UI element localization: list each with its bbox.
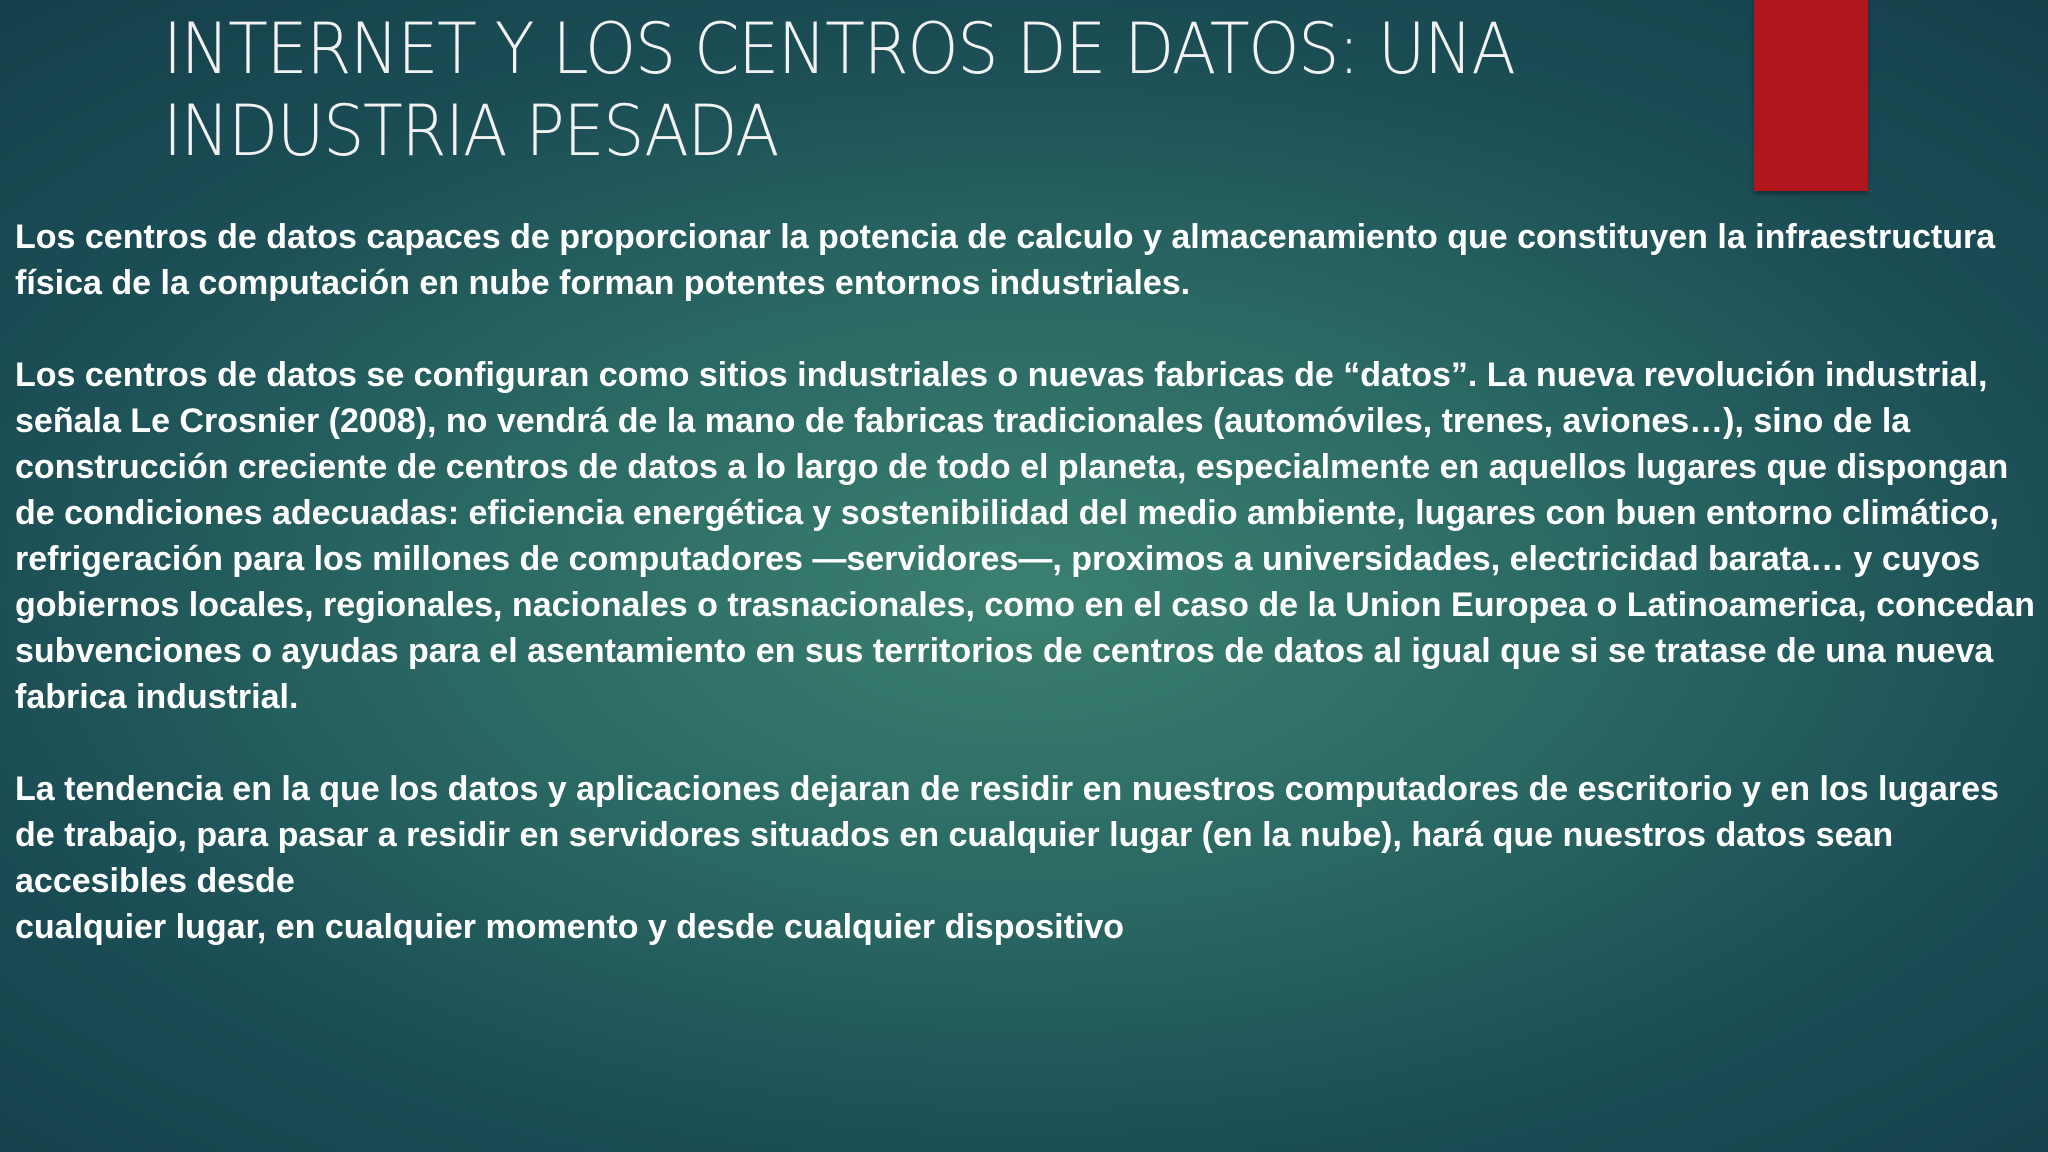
slide-body [15, 214, 2045, 950]
paragraph-cloud-trend-part-2: cualquier lugar, en cualquier momento y desde cualquier dispositivo [15, 908, 1125, 946]
slide-title: INTERNET Y LOS CENTROS DE DATOS: UNA INDUSTRIA PESADA [163, 8, 1515, 172]
paragraph-cloud-trend-part-1: La tendencia en la que los datos y aplicaciones dejaran de residir en nuestros computadores de escritorio y en los lugares de trabajo, para pasar a residir en servidores situados en cualquier lugar (en la nube), hará que nuestros datos sean accesibles desde [15, 770, 1999, 900]
paragraph-cloud-trend [15, 766, 2045, 950]
paragraph-data-centers-intro: Los centros de datos capaces de proporcionar la potencia de calculo y almacenamiento que constituyen la infraestructura física de la computación en nube forman potentes entornos industriales. [15, 218, 1996, 302]
paragraph-industrial-revolution: Los centros de datos se configuran como sitios industriales o nuevas fabricas de “datos”. La nueva revolución industrial, señala Le Crosnier (2008), no vendrá de la mano de fabricas tradicionales (automóviles, trenes, aviones…), sino de la construcción creciente de centros de datos a lo largo de todo el planeta, especialmente en aquellos lugares que dispongan de condiciones adecuadas: eficiencia energética y sostenibilidad del medio ambiente, lugares con buen entorno climático, refrigeración para los millones de computadores —servidores—, proximos a universidades, electricidad barata… y cuyos gobiernos locales, regionales, nacionales o trasnacionales, como en el caso de la Union Europea o Latinoamerica, concedan subvenciones o ayudas para el asentamiento en sus territorios de centros de datos al igual que si se tratase de una nueva fabrica industrial. [15, 356, 2035, 716]
